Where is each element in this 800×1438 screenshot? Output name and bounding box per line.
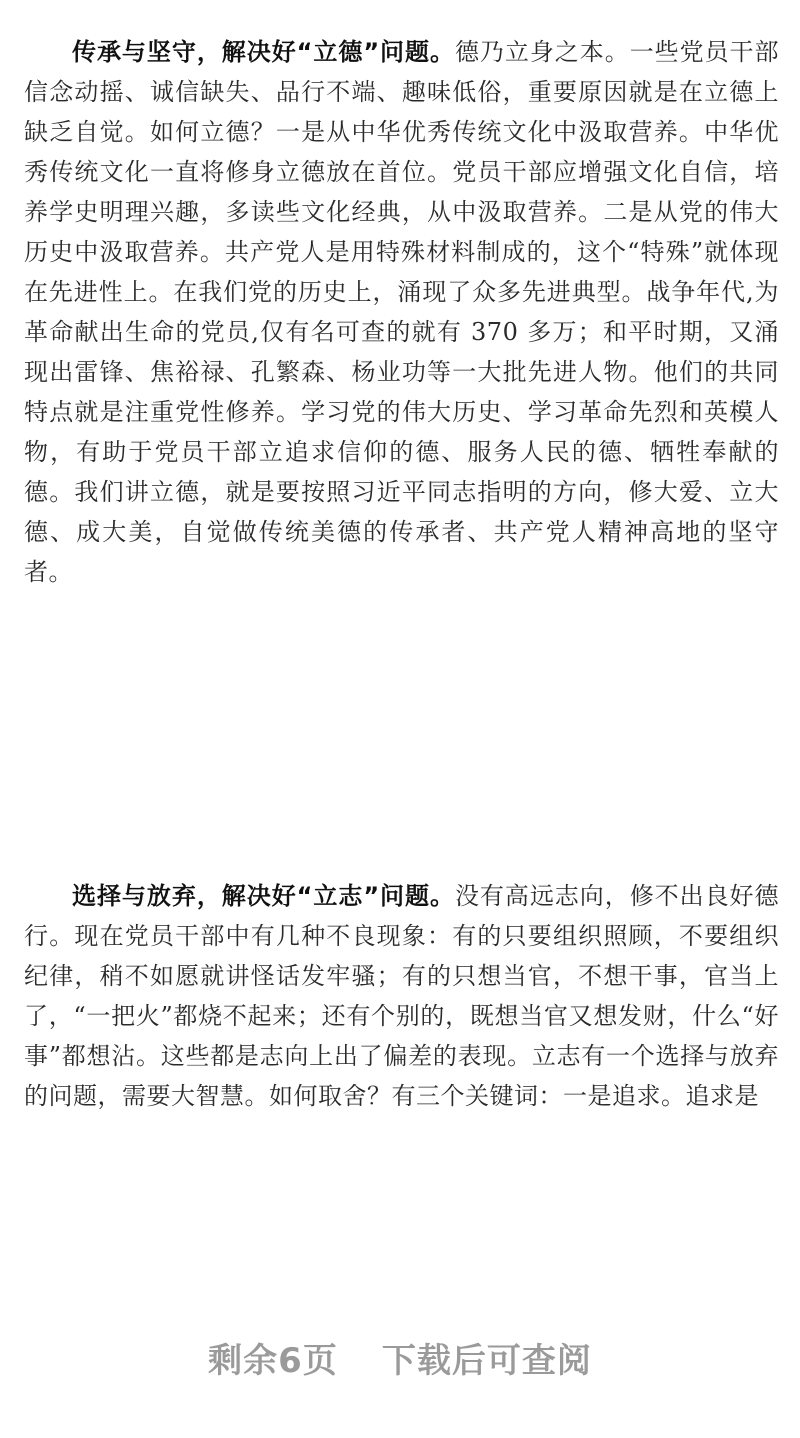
paragraph-lide: [24, 32, 779, 592]
remaining-pages-text: 剩余6页: [208, 1341, 338, 1381]
paragraph-body: 德乃立身之本。一些党员干部信念动摇、诚信缺失、品行不端、趣味低俗，重要原因就是在立德上缺乏自觉。如何立德？一是从中华优秀传统文化中汲取营养。中华优秀传统文化一直将修身立德放在首位。党员干部应增强文化自信，培养学史明理兴趣，多读些文化经典，从中汲取营养。二是从党的伟大历史中汲取营养。共产党人是用特殊材料制成的，这个“特殊”就体现在先进性上。在我们党的历史上，涌现了众多先进典型。战争年代,为革命献出生命的党员,仅有名可查的就有 370 多万；和平时期，又涌现出雷锋、焦裕禄、孔繁森、杨业功等一大批先进人物。他们的共同特点就是注重党性修养。学习党的伟大历史、学习革命先烈和英模人物，有助于党员干部立追求信仰的德、服务人民的德、牺牲奉献的德。我们讲立德，就是要按照习近平同志指明的方向，修大爱、立大德、成大美，自觉做传统美德的传承者、共产党人精神高地的坚守者。: [24, 38, 780, 586]
paragraph-heading: 选择与放弃，解决好“立志”问题。: [72, 882, 455, 910]
paragraph-heading: 传承与坚守，解决好“立德”问题。: [72, 38, 455, 66]
paragraph-body: 没有高远志向，修不出良好德行。现在党员干部中有几种不良现象：有的只要组织照顾，不要组织纪律，稍不如愿就讲怪话发牢骚；有的只想当官，不想干事，官当上了，“一把火”都烧不起来；还有个别的，既想当官又想发财，什么“好事”都想沾。这些都是志向上出了偏差的表现。立志有一个选择与放弃的问题，需要大智慧。如何取舍？有三个关键词：一是追求。追求是: [24, 882, 780, 1110]
download-prompt[interactable]: [0, 1336, 800, 1386]
download-to-view-text[interactable]: 下载后可查阅: [381, 1341, 592, 1381]
paragraph-lizhi: [24, 876, 779, 1116]
